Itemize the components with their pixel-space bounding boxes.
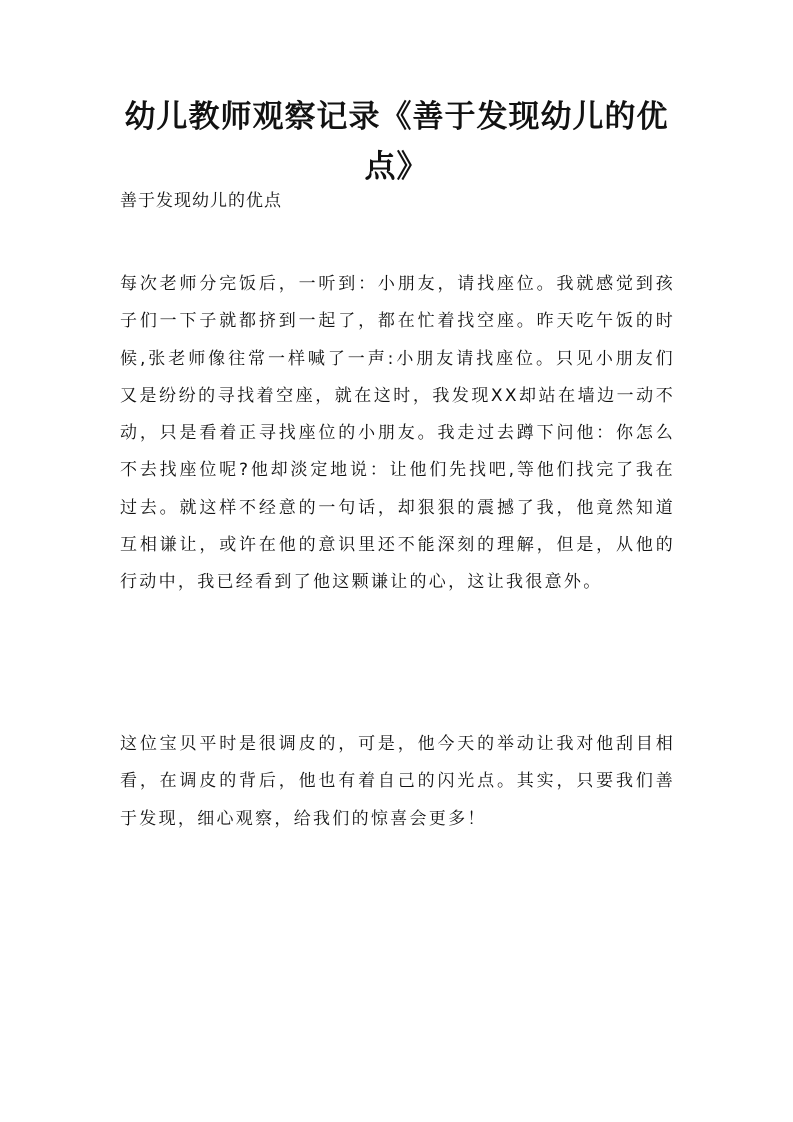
document-title: 幼儿教师观察记录《善于发现幼儿的优点》 bbox=[124, 99, 669, 185]
body-paragraph-1: 每次老师分完饭后，一听到：小朋友，请找座位。我就感觉到孩子们一下子就都挤到一起了，都在忙着找空座。昨天吃午饭的时候,张老师像往常一样喊了一声:小朋友请找座位。只见小朋友们又是纷纷的寻找着空座，就在这时，我发现XX却站在墙边一动不动，只是看着正寻找座位的小朋友。我走过去蹲下问他：你怎么不去找座位呢?他却淡定地说：让他们先找吧,等他们找完了我在过去。就这样不经意的一句话，却狠狠的震撼了我，他竟然知道互相谦让，或许在他的意识里还不能深刻的理解，但是，从他的行动中，我已经看到了他这颗谦让的心，这让我很意外。 bbox=[120, 274, 675, 593]
document-subtitle: 善于发现幼儿的优点 bbox=[120, 191, 282, 211]
body-paragraph-2: 这位宝贝平时是很调皮的，可是，他今天的举动让我对他刮目相看，在调皮的背后，他也有着自己的闪光点。其实，只要我们善于发现，细心观察，给我们的惊喜会更多！ bbox=[120, 734, 675, 829]
